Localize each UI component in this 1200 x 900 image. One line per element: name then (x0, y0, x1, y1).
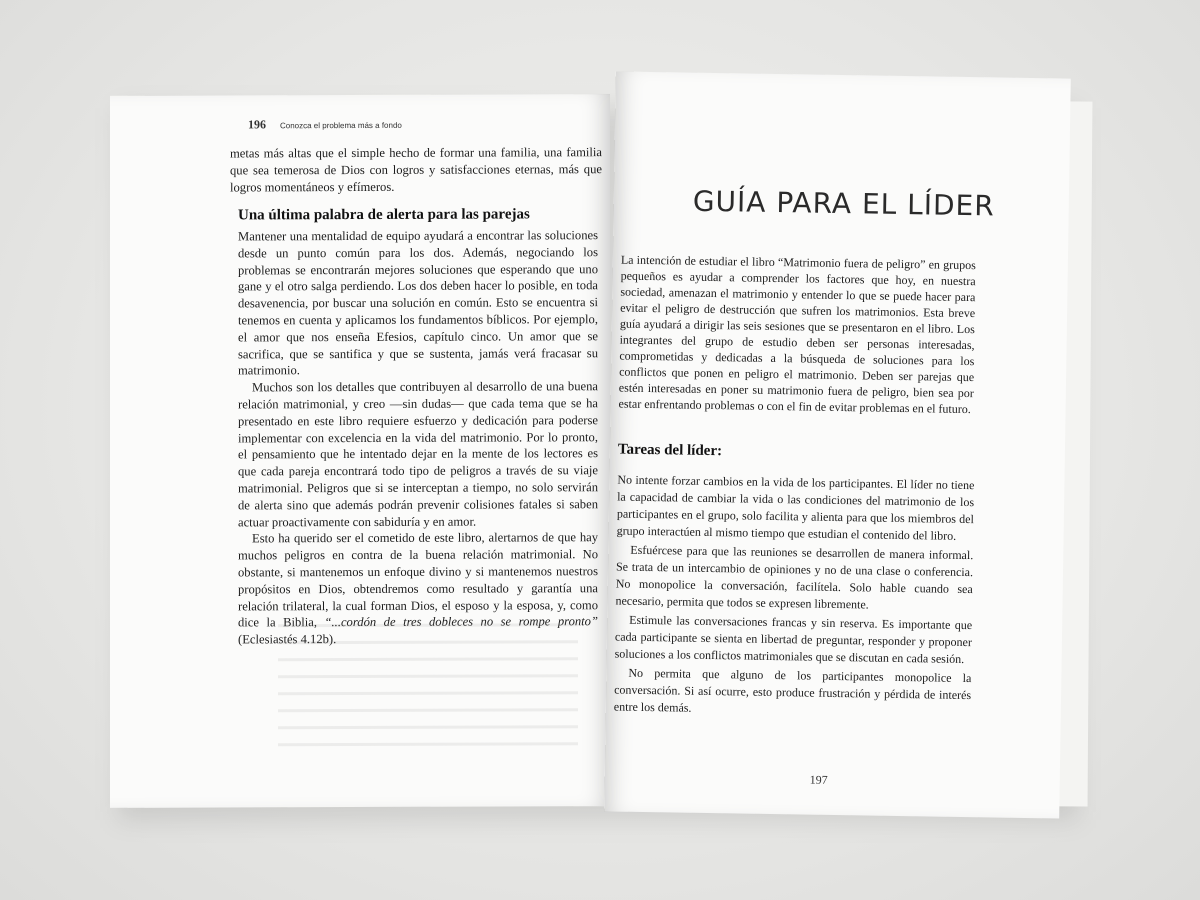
running-title: Conozca el problema más a fondo (280, 120, 402, 131)
ghost-line (278, 708, 578, 712)
left-intro-paragraph: metas más altas que el simple hecho de formar una familia, una familia que sea temerosa de Dios con logros y satisfacciones eternas, más que logros momentáneos y efímeros. (230, 145, 602, 195)
bible-reference: (Eclesiastés 4.12b). (238, 632, 337, 647)
right-body (614, 472, 975, 722)
left-paragraph-3 (238, 530, 598, 649)
ghost-line (278, 742, 578, 746)
ghost-line (278, 725, 578, 729)
left-page-number: 196 (248, 117, 266, 132)
left-paragraph-3-text: Esto ha querido ser el cometido de este libro, alertarnos de que hay muchos peligros en contra de la buena relación matrimonial. No obstante, si mantenemos un enfoque divino y si mantenemos nuestros propósitos en Dios, obtendremos como resultado y garantía una relación trilateral, la cual forman Dios, el esposo y la esposa, y, como dice la Biblia, (238, 530, 598, 630)
left-body (238, 227, 598, 648)
right-page (604, 71, 1071, 818)
right-paragraph-4: No permita que alguno de los participantes monopolice la conversación. Si así ocurre, esto produce frustración y pérdida de interés entre los demás. (613, 665, 972, 715)
chapter-title: GUÍA PARA EL LÍDER (692, 184, 995, 223)
right-section-title: Tareas del líder: (617, 441, 723, 460)
ghost-line (278, 674, 578, 678)
right-paragraph-3: Estimule las conversaciones francas y sin reserva. Es importante que cada participante se sienta en libertad de preguntar, responder y proponer soluciones a los conflictos matrimoniales que se discutan en cada sesión. (614, 612, 973, 667)
left-section-title: Una última palabra de alerta para las parejas (238, 206, 530, 224)
bible-quote: “...cordón de tres dobleces no se rompe pronto” (324, 614, 598, 630)
left-paragraph-1: Mantener una mentalidad de equipo ayudará a encontrar las soluciones desde un punto común para los dos. Además, negociando los problemas se encontrarán mejores soluciones que esperando que uno gane y el otro salga perdiendo. Los dos deben hacer lo posible, en toda desavenencia, por buscar una solución en común. Esto se encuentra si tenemos en cuenta y aplicamos los fundamentos bíblicos. Por ejemplo, el amor que nos enseña Efesios, capítulo cinco. Un amor que se sacrifica, que se santifica y que se sustenta, jamás verá fracasar su matrimonio. (238, 228, 598, 378)
ghost-line (278, 691, 578, 695)
left-page (110, 94, 610, 808)
ghost-line (278, 657, 578, 661)
right-page-number: 197 (809, 772, 828, 787)
left-intro (230, 144, 602, 196)
left-paragraph-2: Muchos son los detalles que contribuyen al desarrollo de una buena relación matrimonial, y creo —sin dudas— que cada tema que se ha presentado en este libro requiere esfuerzo y dedicación para poderse implementar con excelencia en la vida del matrimonio. Por lo pronto, el pensamiento que he intentado dejar en la mente de los lectores es que cada pareja encontrará todo tipo de peligros a través de su viaje matrimonial. Peligros que si se interceptan a tiempo, no solo servirán de alerta sino que además podrán prevenir colisiones fatales si saben actuar proactivamente con sabiduría y en amor. (238, 379, 598, 529)
left-running-head (248, 117, 402, 133)
right-paragraph-1: No intente forzar cambios en la vida de los participantes. El líder no tiene la capacidad de cambiar la vida o las condiciones del matrimonio de los participantes en el grupo, solo facilita y alienta para que los miembros del grupo interactúen al mismo tiempo que estudian el contenido del libro. (616, 472, 975, 543)
right-intro-paragraph: La intención de estudiar el libro “Matrimonio fuera de peligro” en grupos pequeños es ayudar a comprender los factores que hoy, en nuestra sociedad, amenazan el matrimonio y entender lo que se puede hacer para evitar el peligro de destrucción que sufren los matrimonios. Esta breve guía ayudará a dirigir las seis sesiones que se presentaron en el libro. Los integrantes del grupo de estudio deben ser personas interesadas, comprometidas y dedicadas a la búsqueda de soluciones para los conflictos que ponen en peligro el matrimonio. Deben ser parejas que estén interesadas en poner su matrimonio fuera de peligro, bien sea por estar enfrentando problemas o con el fin de evitar problemas en el futuro. (618, 252, 976, 417)
right-intro (618, 252, 975, 418)
right-paragraph-2: Esfuércese para que las reuniones se desarrollen de manera informal. Se trata de un intercambio de opiniones y no de una clase o conferencia. No monopolice la conversación, facilítela. Solo hable cuando sea necesario, permita que todos se expresen libremente. (615, 542, 974, 612)
